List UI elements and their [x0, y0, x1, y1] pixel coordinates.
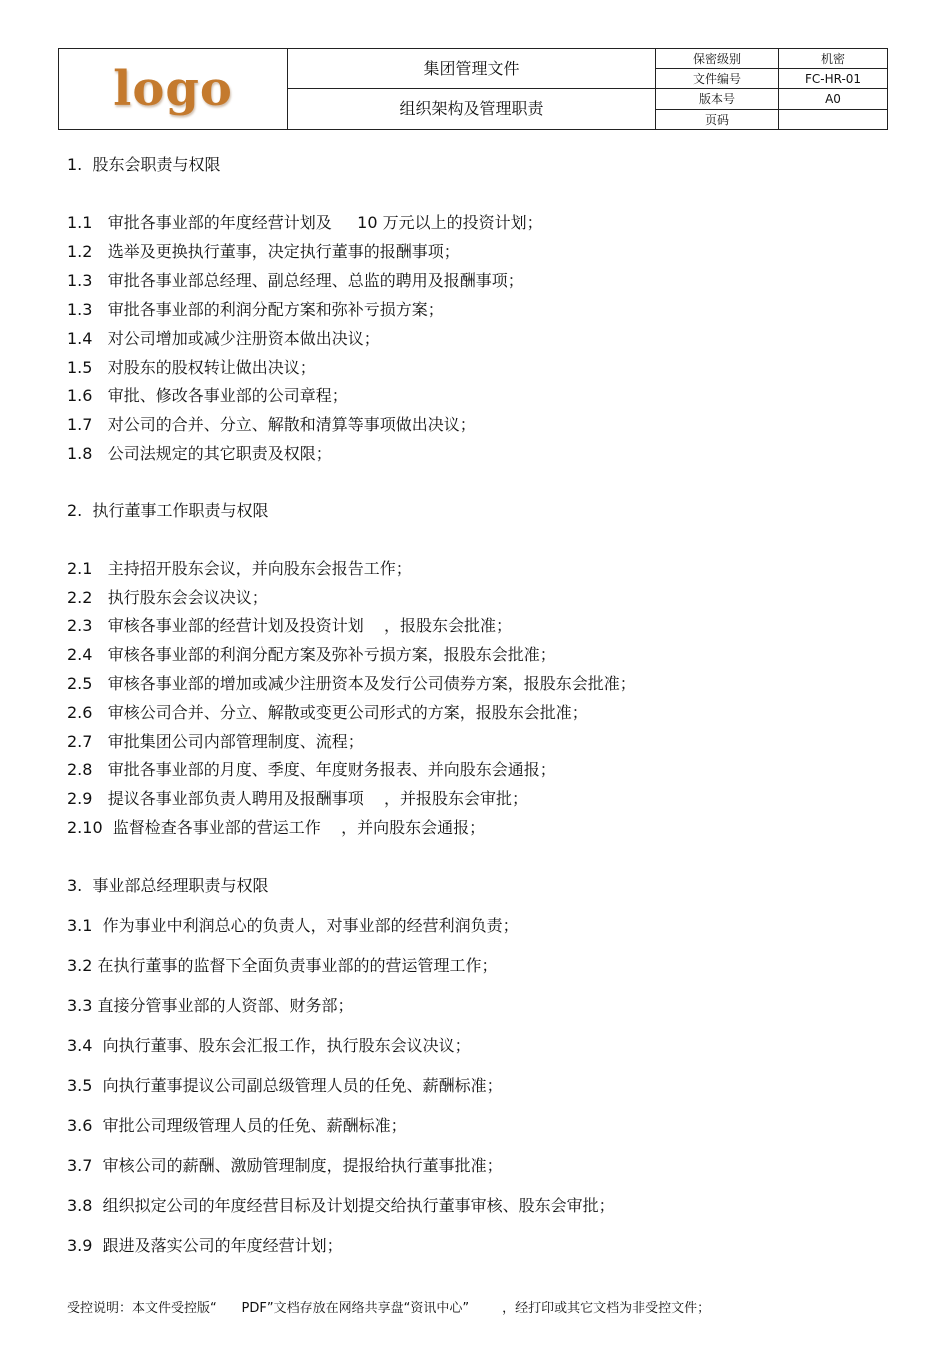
- list-item: 2.1 主持招开股东会议，并向股东会报告工作；: [67, 559, 412, 578]
- section-heading: 2. 执行董事工作职责与权限: [67, 501, 269, 520]
- list-item: 3.8 组织拟定公司的年度经营目标及计划提交给执行董事审核、股东会审批；: [67, 1196, 615, 1215]
- list-item: 3.5 向执行董事提议公司副总级管理人员的任免、薪酬标准；: [67, 1076, 503, 1095]
- list-item: 2.3 审核各事业部的经营计划及投资计划 ，报股东会批准；: [67, 616, 513, 635]
- list-item: 3.3 直接分管事业部的人资部、财务部；: [67, 996, 354, 1015]
- list-item: 1.5 对股东的股权转让做出决议；: [67, 358, 316, 377]
- list-item: 1.1 审批各事业部的年度经营计划及 10 万元以上的投资计划；: [67, 213, 543, 232]
- meta-label-security: 保密级别: [656, 49, 779, 69]
- list-item: 1.7 对公司的合并、分立、解散和清算等事项做出决议；: [67, 415, 476, 434]
- meta-value-security: 机密: [779, 49, 888, 69]
- meta-label-page: 页码: [656, 110, 779, 130]
- list-item: 2.10 监督检查各事业部的营运工作 ，并向股东会通报；: [67, 818, 486, 837]
- document-header-table: [58, 48, 888, 130]
- logo-cell: [59, 49, 288, 130]
- control-statement-footer: 受控说明：本文件受控版“ PDF”文档存放在网络共享盘“资讯中心” ，经打印或其它文档为非受控文件；: [67, 1301, 711, 1316]
- list-item: 3.2 在执行董事的监督下全面负责事业部的的营运管理工作；: [67, 956, 498, 975]
- list-item: 3.9 跟进及落实公司的年度经营计划；: [67, 1236, 343, 1255]
- list-item: 2.5 审核各事业部的增加或减少注册资本及发行公司债券方案，报股东会批准；: [67, 674, 636, 693]
- list-item: 3.7 审核公司的薪酬、激励管理制度，提报给执行董事批准；: [67, 1156, 503, 1175]
- list-item: 2.8 审批各事业部的月度、季度、年度财务报表、并向股东会通报；: [67, 760, 556, 779]
- list-item: 3.6 审批公司理级管理人员的任免、薪酬标准；: [67, 1116, 407, 1135]
- meta-value-version: A0: [779, 89, 888, 110]
- section-heading: 3. 事业部总经理职责与权限: [67, 876, 269, 895]
- list-item: 3.4 向执行董事、股东会汇报工作，执行股东会议决议；: [67, 1036, 471, 1055]
- company-logo: logo: [113, 61, 233, 117]
- doc-category-title: 集团管理文件: [288, 49, 656, 89]
- list-item: 2.4 审核各事业部的利润分配方案及弥补亏损方案，报股东会批准；: [67, 645, 556, 664]
- list-item: 2.9 提议各事业部负责人聘用及报酬事项 ，并报股东会审批；: [67, 789, 529, 808]
- list-item: 1.3 审批各事业部总经理、副总经理、总监的聘用及报酬事项；: [67, 271, 524, 290]
- list-item: 3.1 作为事业中利润总心的负责人，对事业部的经营利润负责；: [67, 916, 519, 935]
- list-item: 2.6 审核公司合并、分立、解散或变更公司形式的方案，报股东会批准；: [67, 703, 588, 722]
- list-item: 1.3 审批各事业部的利润分配方案和弥补亏损方案；: [67, 300, 444, 319]
- section-heading: 1. 股东会职责与权限: [67, 155, 221, 174]
- doc-title: 组织架构及管理职责: [288, 89, 656, 130]
- list-item: 1.6 审批、修改各事业部的公司章程；: [67, 386, 348, 405]
- meta-label-doc-number: 文件编号: [656, 69, 779, 89]
- list-item: 1.4 对公司增加或减少注册资本做出决议；: [67, 329, 380, 348]
- list-item: 1.8 公司法规定的其它职责及权限；: [67, 444, 332, 463]
- list-item: 2.2 执行股东会会议决议；: [67, 588, 268, 607]
- meta-value-doc-number: FC-HR-01: [779, 69, 888, 89]
- list-item: 1.2 选举及更换执行董事，决定执行董事的报酬事项；: [67, 242, 460, 261]
- meta-label-version: 版本号: [656, 89, 779, 110]
- list-item: 2.7 审批集团公司内部管理制度、流程；: [67, 732, 364, 751]
- meta-value-page: [779, 110, 888, 130]
